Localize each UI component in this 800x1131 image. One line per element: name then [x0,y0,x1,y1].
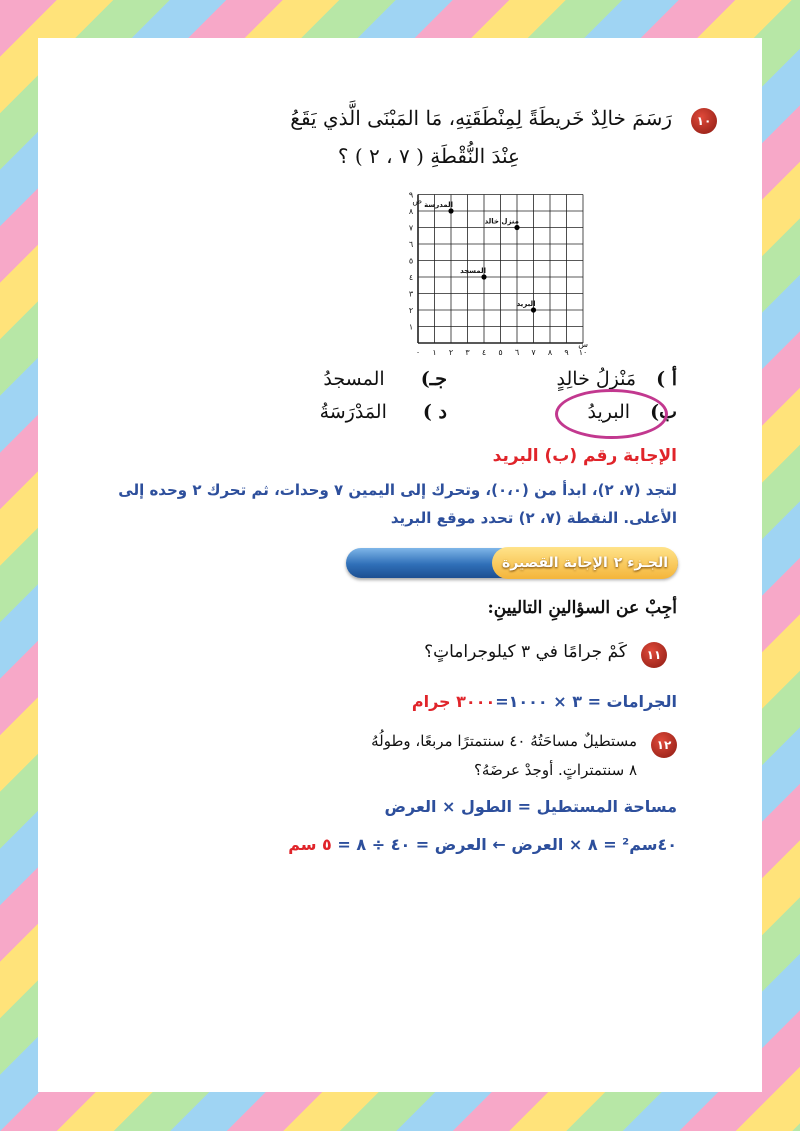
map-point [514,225,519,230]
y-tick-label: ٨ [408,207,414,216]
answer-12-calculation [288,835,677,854]
y-tick-label: ٣ [408,289,414,299]
option-a-letter: أ ) [656,368,677,390]
option-d-text: المَدْرَسَةُ [319,401,387,423]
explanation-10-line1: لتجد (٧، ٢)، ابدأ من (٠،٠)، وتحرك إلى اليمين ٧ وحدات، ثم تحرك ٢ وحده إلى [118,481,677,499]
section-banner-label [492,547,678,579]
x-tick-label: ١٠ [578,348,588,357]
x-tick-label: ٦ [514,348,520,357]
y-tick-label: ٩ [408,190,414,200]
answer-10: الإجابة رقم (ب) البريد [492,446,677,466]
section-banner [346,548,678,578]
question-12-badge [651,732,677,758]
x-tick-label: ٤ [481,348,487,357]
option-d[interactable] [320,401,447,423]
answer-12-formula: مساحة المستطيل = الطول × العرض [384,797,677,816]
y-tick-label: ٧ [408,223,414,233]
answer-12-steps: ٤٠سم² = ٨ × العرض ← العرض = ٤٠ ÷ ٨ = [337,835,677,854]
option-a[interactable] [557,368,677,390]
selected-answer-circle [555,389,668,439]
y-tick-label: ٢ [408,306,414,315]
x-tick-label: ٣ [465,348,470,357]
x-axis-label: س [578,340,588,349]
x-tick-label: ٢ [448,348,454,357]
explanation-10-line2: الأعلى. النقطة (٧، ٢) تحدد موقع البريد [390,509,677,527]
question-11-badge [641,642,667,668]
option-b-text: البريدُ [587,401,631,423]
worksheet-page [38,38,762,1092]
map-point [481,274,486,279]
question-11-number: ١١ [646,648,662,662]
x-tick-label: ٥ [498,348,503,357]
question-11-text: كَمْ جرامًا في ٣ كيلوجراماتٍ؟ [424,642,627,662]
y-tick-label: ١ [408,322,414,332]
map-point [531,307,536,312]
map-point-label: المسجد [460,267,486,275]
section-part: الجـزء ٢ [613,555,668,571]
answer-11 [412,692,677,711]
question-12-line1: مستطيلٌ مساحَتُهُ ٤٠ سنتمترًا مربعًا، وطولُهُ [371,732,637,750]
x-tick-label: ٧ [531,348,536,357]
y-tick-label: ٥ [408,256,414,266]
map-point-label: منزل خالد [484,217,519,226]
option-d-letter: د ) [422,401,447,423]
x-tick-label: ٠ [415,348,421,357]
question-10-line1: رَسَمَ خالِدٌ خَريطَةً لِمِنْطَقَتِهِ، مَا المَبْنَى الَّذي يَقَعُ [290,106,672,130]
option-b-letter: ب) [650,401,677,423]
question-10-badge [691,108,717,134]
option-c[interactable] [323,368,447,390]
x-tick-label: ٨ [547,348,553,357]
y-tick-label: ٦ [408,240,414,249]
x-tick-label: ١ [432,348,437,357]
map-point-label: البريد [516,300,536,308]
answer-11-equation: الجرامات = ٣ × ١٠٠٠= [495,692,677,711]
map-point [448,208,453,213]
y-tick-label: ٤ [408,273,414,282]
instruction-text: أجِبْ عن السؤالينِ التاليينِ: [487,598,677,618]
option-a-text: مَنْزِلُ خالِدٍ [556,368,637,390]
grid-points [424,201,536,313]
option-c-letter: جـ) [420,368,447,390]
answer-11-result: ٣٠٠٠ جرام [411,692,496,711]
question-12-number: ١٢ [656,738,672,752]
option-c-text: المسجدُ [323,368,385,390]
question-10-number: ١٠ [696,114,712,128]
x-tick-label: ٩ [564,348,569,357]
answer-12-result: ٥ سم [288,835,332,854]
grid-ticks [409,191,588,358]
y-axis-label: ص [412,196,422,206]
coordinate-grid [388,173,603,363]
question-10-line2: عِنْدَ النُّقْطَةِ ( ٧ ، ٢ ) ؟ [337,144,520,168]
question-12-line2: ٨ سنتمتراتٍ. أوجدْ عرضَهُ؟ [473,761,637,779]
map-point-label: المدرسة [424,201,453,209]
section-title: الإجابة القصيرة [501,555,608,571]
